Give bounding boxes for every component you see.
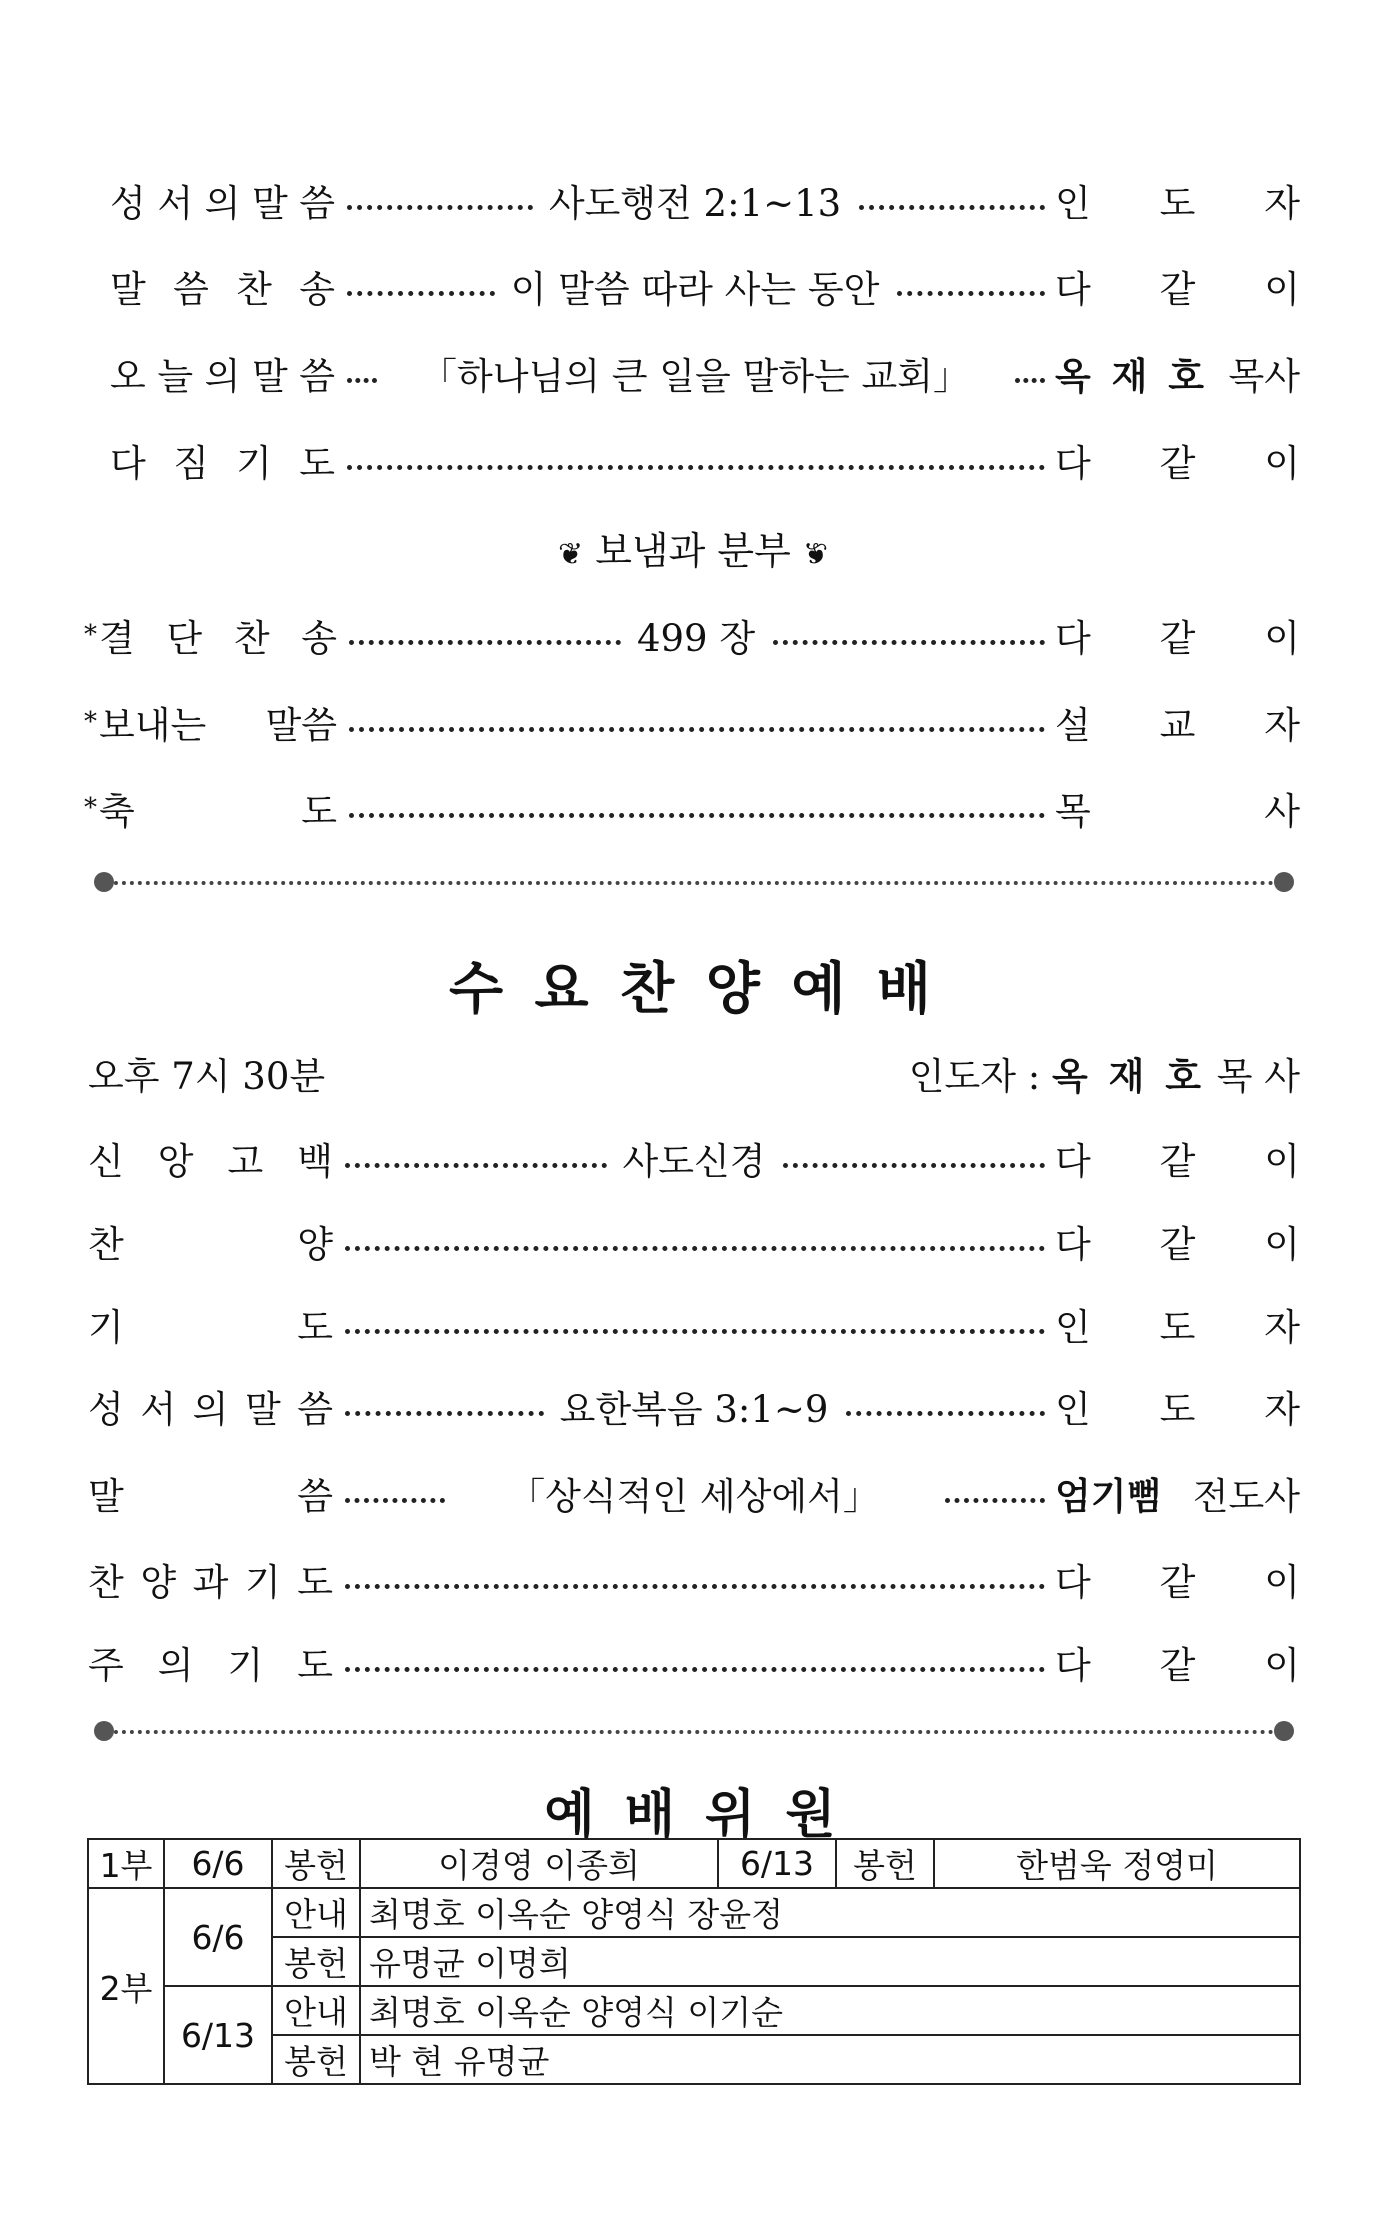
label-char: 의 bbox=[204, 355, 241, 398]
section-divider bbox=[88, 870, 1300, 894]
duty-title: 예 배 위 원 bbox=[544, 1785, 842, 1845]
label-char: 말 bbox=[110, 268, 146, 311]
label-char: 양 bbox=[140, 1561, 177, 1604]
leader-dots bbox=[345, 1667, 1045, 1672]
preacher-name: 옥 재 호 bbox=[1055, 355, 1208, 398]
responder-char: 이 bbox=[1264, 1223, 1300, 1266]
divider-dot bbox=[1274, 872, 1294, 892]
table-row bbox=[88, 1839, 1300, 1888]
flourish-left-icon: ❦ bbox=[557, 537, 584, 572]
responder-char: 목 bbox=[1055, 790, 1091, 833]
names-cell: 유명균 이명희 bbox=[360, 1937, 1300, 1986]
responder-char: 다 bbox=[1055, 442, 1091, 485]
hymn-number: 499 장 bbox=[636, 617, 756, 660]
responder-char: 같 bbox=[1159, 617, 1196, 660]
responder-char: 이 bbox=[1264, 1561, 1300, 1604]
section-divider bbox=[88, 1719, 1300, 1743]
responder-char: 이 bbox=[1264, 442, 1300, 485]
responder-char: 같 bbox=[1159, 1140, 1196, 1183]
standing-mark: * bbox=[84, 793, 97, 823]
order-row-sermon bbox=[110, 343, 1300, 403]
label-char: 성 bbox=[88, 1388, 124, 1431]
leader-info bbox=[909, 1046, 1300, 1100]
leader-label: 인도자 : bbox=[908, 1055, 1041, 1098]
leader-dots bbox=[347, 205, 533, 210]
wed-row-scripture bbox=[88, 1376, 1300, 1436]
responder-char: 교 bbox=[1159, 704, 1196, 747]
responder-char: 같 bbox=[1159, 1644, 1196, 1687]
responder-char: 인 bbox=[1055, 182, 1091, 225]
names-cell: 최명호 이옥순 양영식 장윤정 bbox=[360, 1888, 1300, 1937]
wed-row-sermon bbox=[88, 1463, 1300, 1523]
responder-char: 자 bbox=[1264, 182, 1301, 225]
leader-dots bbox=[1015, 378, 1045, 383]
order-row-sending-words bbox=[84, 692, 1300, 752]
responder-char: 이 bbox=[1264, 268, 1301, 311]
label-char: 양 bbox=[297, 1223, 333, 1266]
label-char: 말 bbox=[251, 355, 288, 398]
standing-mark: * bbox=[84, 620, 97, 650]
label-char: 결 bbox=[99, 617, 135, 660]
divider-dot bbox=[1274, 1721, 1294, 1741]
divider-line bbox=[106, 1730, 1282, 1734]
label-char: 오 bbox=[110, 355, 146, 398]
responder-char: 다 bbox=[1055, 617, 1091, 660]
responder-char: 다 bbox=[1055, 1561, 1091, 1604]
date-cell: 6/6 bbox=[164, 1839, 272, 1888]
leader-dots bbox=[783, 1163, 1045, 1168]
label-char: 기 bbox=[227, 1644, 264, 1687]
sending-title: 보냄과 분부 bbox=[595, 529, 791, 573]
responder-char: 자 bbox=[1264, 704, 1300, 747]
duty-table bbox=[87, 1838, 1301, 2085]
names-cell: 한범욱 정영미 bbox=[934, 1839, 1300, 1888]
role-cell: 봉헌 bbox=[272, 1839, 360, 1888]
label-word: 말씀 bbox=[265, 704, 337, 747]
order-row-commitment-prayer bbox=[110, 430, 1300, 490]
wednesday-title: 수 요 찬 양 예 배 bbox=[448, 957, 938, 1022]
label-char: 고 bbox=[227, 1140, 264, 1183]
order-detail: 사도신경 bbox=[622, 1140, 766, 1183]
date-cell: 6/13 bbox=[718, 1839, 836, 1888]
label-char: 도 bbox=[297, 1306, 333, 1349]
responder-char: 이 bbox=[1264, 617, 1300, 660]
responder-char: 도 bbox=[1159, 1388, 1196, 1431]
role-cell: 봉헌 bbox=[836, 1839, 934, 1888]
responder-char: 같 bbox=[1159, 268, 1196, 311]
leader-dots bbox=[345, 1411, 544, 1416]
names-cell: 최명호 이옥순 양영식 이기순 bbox=[360, 1986, 1300, 2035]
responder-char: 이 bbox=[1264, 1644, 1300, 1687]
divider-dot bbox=[94, 1721, 114, 1741]
label-char: 기 bbox=[236, 442, 272, 485]
label-char: 짐 bbox=[173, 442, 209, 485]
label-char: 찬 bbox=[88, 1561, 124, 1604]
label-char: 말 bbox=[251, 182, 288, 225]
label-char: 기 bbox=[88, 1306, 124, 1349]
role-cell: 봉헌 bbox=[272, 2035, 360, 2084]
label-char: 의 bbox=[157, 1644, 194, 1687]
label-char: 축 bbox=[99, 790, 135, 833]
label-char: 성 bbox=[110, 182, 146, 225]
leader-dots bbox=[345, 1246, 1045, 1251]
label-char: 다 bbox=[110, 442, 146, 485]
sermon-title: 「상식적인 세상에서」 bbox=[508, 1475, 880, 1518]
label-char: 도 bbox=[297, 1644, 333, 1687]
leader-dots bbox=[345, 1329, 1045, 1334]
responder-char: 자 bbox=[1264, 1306, 1300, 1349]
preacher-title: 전도사 bbox=[1192, 1475, 1300, 1518]
responder-char: 다 bbox=[1055, 1223, 1091, 1266]
leader-dots bbox=[859, 205, 1045, 210]
leader-dots bbox=[773, 640, 1045, 645]
label-char: 씀 bbox=[173, 268, 209, 311]
responder-char: 설 bbox=[1055, 704, 1091, 747]
leader-dots bbox=[345, 1584, 1045, 1589]
label-char: 도 bbox=[299, 442, 335, 485]
label-char: 씀 bbox=[299, 355, 335, 398]
label-char: 송 bbox=[301, 617, 337, 660]
responder-char: 사 bbox=[1264, 790, 1300, 833]
leader-dots bbox=[345, 1498, 445, 1503]
label-char: 말 bbox=[88, 1475, 124, 1518]
order-row-scripture bbox=[110, 170, 1300, 230]
leader-dots bbox=[347, 291, 495, 296]
responder-char: 인 bbox=[1055, 1306, 1091, 1349]
responder-char: 인 bbox=[1055, 1388, 1091, 1431]
leader-dots bbox=[349, 727, 1045, 732]
service-cell: 1부 bbox=[88, 1839, 164, 1888]
wed-row-creed bbox=[88, 1128, 1300, 1188]
divider-line bbox=[106, 881, 1282, 885]
order-row-hymn bbox=[110, 256, 1300, 316]
label-char: 도 bbox=[297, 1561, 333, 1604]
label-char: 늘 bbox=[157, 355, 194, 398]
responder-char: 같 bbox=[1159, 442, 1196, 485]
label-char: 주 bbox=[88, 1644, 124, 1687]
flourish-right-icon: ❦ bbox=[802, 537, 829, 572]
label-char: 앙 bbox=[157, 1140, 194, 1183]
preacher-title: 목사 bbox=[1228, 355, 1300, 398]
label-char: 서 bbox=[157, 182, 194, 225]
label-char: 도 bbox=[301, 790, 337, 833]
label-char: 씀 bbox=[297, 1475, 333, 1518]
order-row-decision-hymn bbox=[84, 605, 1300, 665]
order-detail: 요한복음 3:1~9 bbox=[559, 1388, 829, 1431]
date-cell: 6/13 bbox=[164, 1986, 272, 2084]
sending-heading bbox=[0, 520, 1386, 575]
order-row-benediction bbox=[84, 778, 1300, 838]
label-char: 말 bbox=[244, 1388, 281, 1431]
responder-char: 다 bbox=[1055, 1140, 1091, 1183]
label-char: 백 bbox=[297, 1140, 333, 1183]
responder-char: 같 bbox=[1159, 1561, 1196, 1604]
label-char: 단 bbox=[166, 617, 203, 660]
service-cell: 2부 bbox=[88, 1888, 164, 2084]
wed-row-praise bbox=[88, 1211, 1300, 1271]
standing-mark: * bbox=[84, 707, 97, 737]
role-cell: 안내 bbox=[272, 1986, 360, 2035]
leader-dots bbox=[345, 1163, 607, 1168]
preacher-name: 엄기뻠 bbox=[1055, 1475, 1163, 1518]
label-char: 송 bbox=[299, 268, 335, 311]
leader-title: 목 사 bbox=[1216, 1055, 1300, 1098]
names-cell: 박 현 유명균 bbox=[360, 2035, 1300, 2084]
leader-dots bbox=[347, 378, 377, 383]
leader-dots bbox=[349, 640, 621, 645]
table-row bbox=[88, 1986, 1300, 2035]
label-char: 씀 bbox=[299, 182, 335, 225]
responder-char: 자 bbox=[1264, 1388, 1301, 1431]
service-time: 오후 7시 30분 bbox=[88, 1055, 326, 1098]
order-detail: 이 말씀 따라 사는 동안 bbox=[510, 268, 880, 311]
wed-row-prayer bbox=[88, 1294, 1300, 1354]
leader-dots bbox=[846, 1411, 1045, 1416]
table-row bbox=[88, 1888, 1300, 1937]
label-char: 과 bbox=[192, 1561, 229, 1604]
responder-char: 이 bbox=[1264, 1140, 1300, 1183]
wednesday-info-row bbox=[88, 1043, 1300, 1103]
responder-char: 도 bbox=[1159, 1306, 1196, 1349]
leader-dots bbox=[347, 465, 1045, 470]
leader-name: 옥 재 호 bbox=[1051, 1055, 1205, 1098]
leader-dots bbox=[897, 291, 1045, 296]
label-char: 찬 bbox=[236, 268, 272, 311]
wed-row-lords-prayer bbox=[88, 1632, 1300, 1692]
label-char: 서 bbox=[140, 1388, 177, 1431]
responder-char: 다 bbox=[1055, 1644, 1091, 1687]
label-char: 찬 bbox=[88, 1223, 124, 1266]
label-char: 찬 bbox=[233, 617, 270, 660]
label-char: 기 bbox=[244, 1561, 281, 1604]
leader-dots bbox=[945, 1498, 1045, 1503]
responder-char: 같 bbox=[1159, 1223, 1196, 1266]
responder-char: 다 bbox=[1055, 268, 1091, 311]
label-char: 신 bbox=[88, 1140, 124, 1183]
date-cell: 6/6 bbox=[164, 1888, 272, 1986]
sermon-title: 「하나님의 큰 일을 말하는 교회」 bbox=[420, 355, 970, 398]
responder-char: 도 bbox=[1159, 182, 1196, 225]
order-detail: 사도행전 2:1~13 bbox=[548, 182, 842, 225]
leader-dots bbox=[349, 813, 1045, 818]
label-word: 보내는 bbox=[99, 704, 207, 747]
label-char: 씀 bbox=[297, 1388, 333, 1431]
wed-row-praise-prayer bbox=[88, 1549, 1300, 1609]
divider-dot bbox=[94, 872, 114, 892]
names-cell: 이경영 이종희 bbox=[360, 1839, 718, 1888]
label-char: 의 bbox=[192, 1388, 229, 1431]
role-cell: 안내 bbox=[272, 1888, 360, 1937]
role-cell: 봉헌 bbox=[272, 1937, 360, 1986]
label-char: 의 bbox=[204, 182, 241, 225]
